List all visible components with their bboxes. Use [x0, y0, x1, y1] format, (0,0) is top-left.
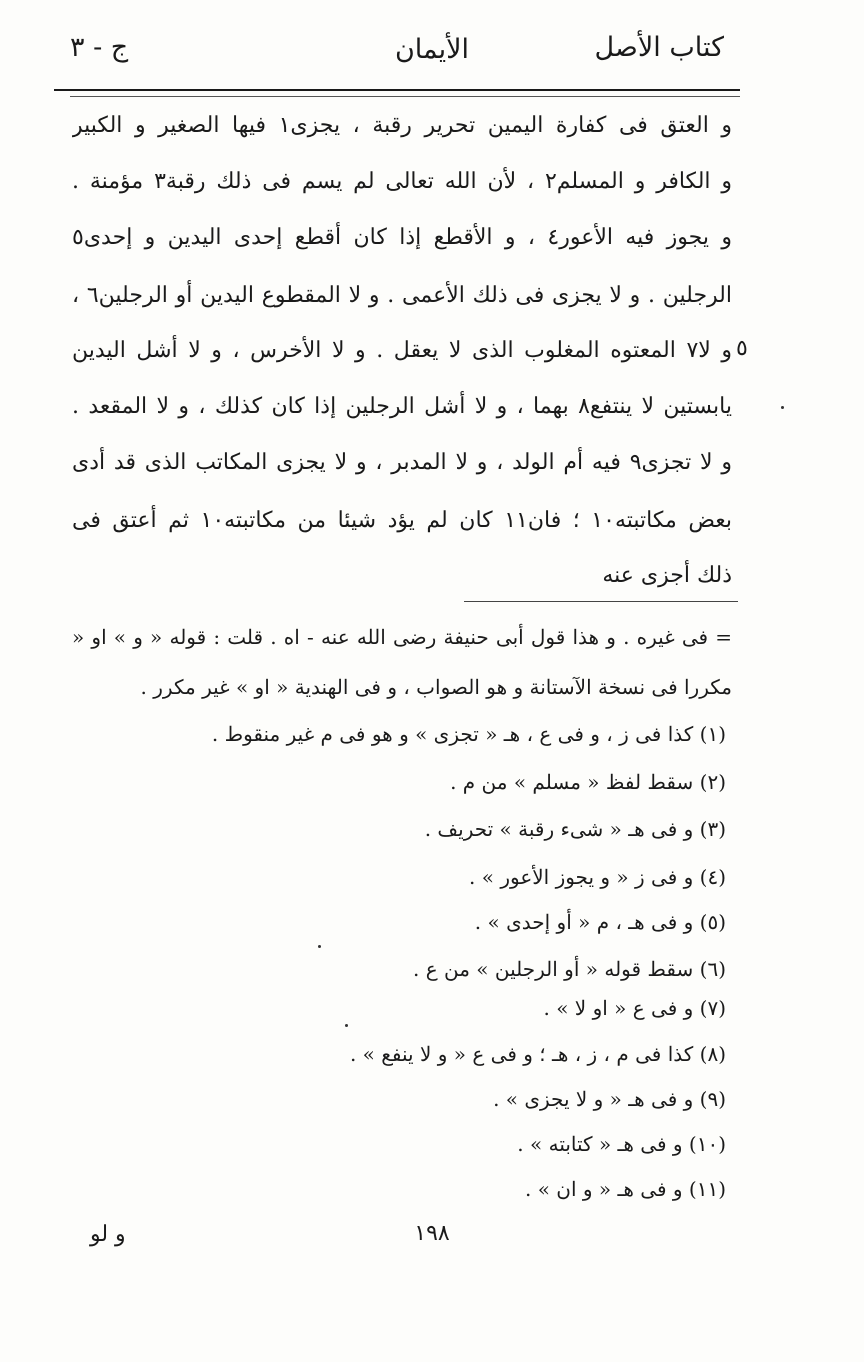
- header-rule-thin: [70, 96, 740, 97]
- footnote-continuation-line: = فى غيره . و هذا قول أبى حنيفة رضى الله عنه - اه . قلت : قوله « و » او «: [72, 625, 732, 649]
- text-line: ذلك أجزى عنه: [602, 563, 732, 588]
- footnote-item: (١) كذا فى ز ، و فى ع ، هـ « تجزى » و هو فى م غير منقوط .: [211, 722, 726, 746]
- text-line: و لا تجزى٩ فيه أم الولد ، و لا المدبر ، و لا يجزى المكاتب الذى قد أدى: [72, 450, 732, 475]
- footnote-separator: [464, 601, 738, 602]
- text-line: يابستين لا ينتفع٨ بهما ، و لا أشل الرجلين إذا كان كذلك ، و لا المقعد .: [72, 394, 732, 419]
- text-line: و الكافر و المسلم٢ ، لأن الله تعالى لم يسم فى ذلك رقبة٣ مؤمنة .: [72, 169, 732, 194]
- footnote-item: (١١) و فى هـ « و ان » .: [525, 1177, 726, 1201]
- text-line: الرجلين . و لا يجزى فى ذلك الأعمى . و لا المقطوع اليدين أو الرجلين٦ ،: [72, 283, 732, 308]
- text-line: و العتق فى كفارة اليمين تحرير رقبة ، يجزى١ فيها الصغير و الكبير: [72, 113, 732, 138]
- line-number-marker: ٥: [736, 336, 748, 361]
- print-speck: [345, 1024, 348, 1027]
- header-rule: [54, 89, 740, 91]
- footnote-item: (٧) و فى ع « او لا » .: [543, 996, 726, 1020]
- running-head-volume: ج - ٣: [70, 32, 129, 63]
- running-head-chapter: الأيمان: [394, 34, 470, 65]
- footnote-item: (١٠) و فى هـ « كتابته » .: [517, 1132, 726, 1156]
- footnote-continuation-line: مكررا فى نسخة الآستانة و هو الصواب ، و فى الهندية « او » غير مكرر .: [140, 675, 732, 699]
- text-line: و يجوز فيه الأعور٤ ، و الأقطع إذا كان أقطع إحدى اليدين و إحدى٥: [72, 225, 732, 250]
- print-speck: [318, 945, 321, 948]
- running-head-book-title: كتاب الأصل: [594, 32, 724, 63]
- page-number: ١٩٨: [414, 1221, 450, 1246]
- print-speck: [781, 406, 784, 409]
- text-line: بعض مكاتبته١٠ ؛ فان١١ كان لم يؤد شيئا من مكاتبته١٠ ثم أعتق فى: [72, 508, 732, 533]
- catchword: و لو: [90, 1222, 126, 1247]
- footnote-item: (٢) سقط لفظ « مسلم » من م .: [450, 770, 726, 794]
- text-line: و لا٧ المعتوه المغلوب الذى لا يعقل . و لا الأخرس ، و لا أشل اليدين: [72, 338, 732, 363]
- footnote-item: (٣) و فى هـ « شىء رقبة » تحريف .: [424, 817, 726, 841]
- footnote-item: (٦) سقط قوله « أو الرجلين » من ع .: [413, 957, 726, 981]
- footnote-item: (٩) و فى هـ « و لا يجزى » .: [493, 1087, 726, 1111]
- footnote-item: (٥) و فى هـ ، م « أو إحدى » .: [474, 910, 726, 934]
- footnote-item: (٤) و فى ز « و يجوز الأعور » .: [469, 865, 726, 889]
- footnote-item: (٨) كذا فى م ، ز ، هـ ؛ و فى ع « و لا ينفع » .: [349, 1042, 726, 1066]
